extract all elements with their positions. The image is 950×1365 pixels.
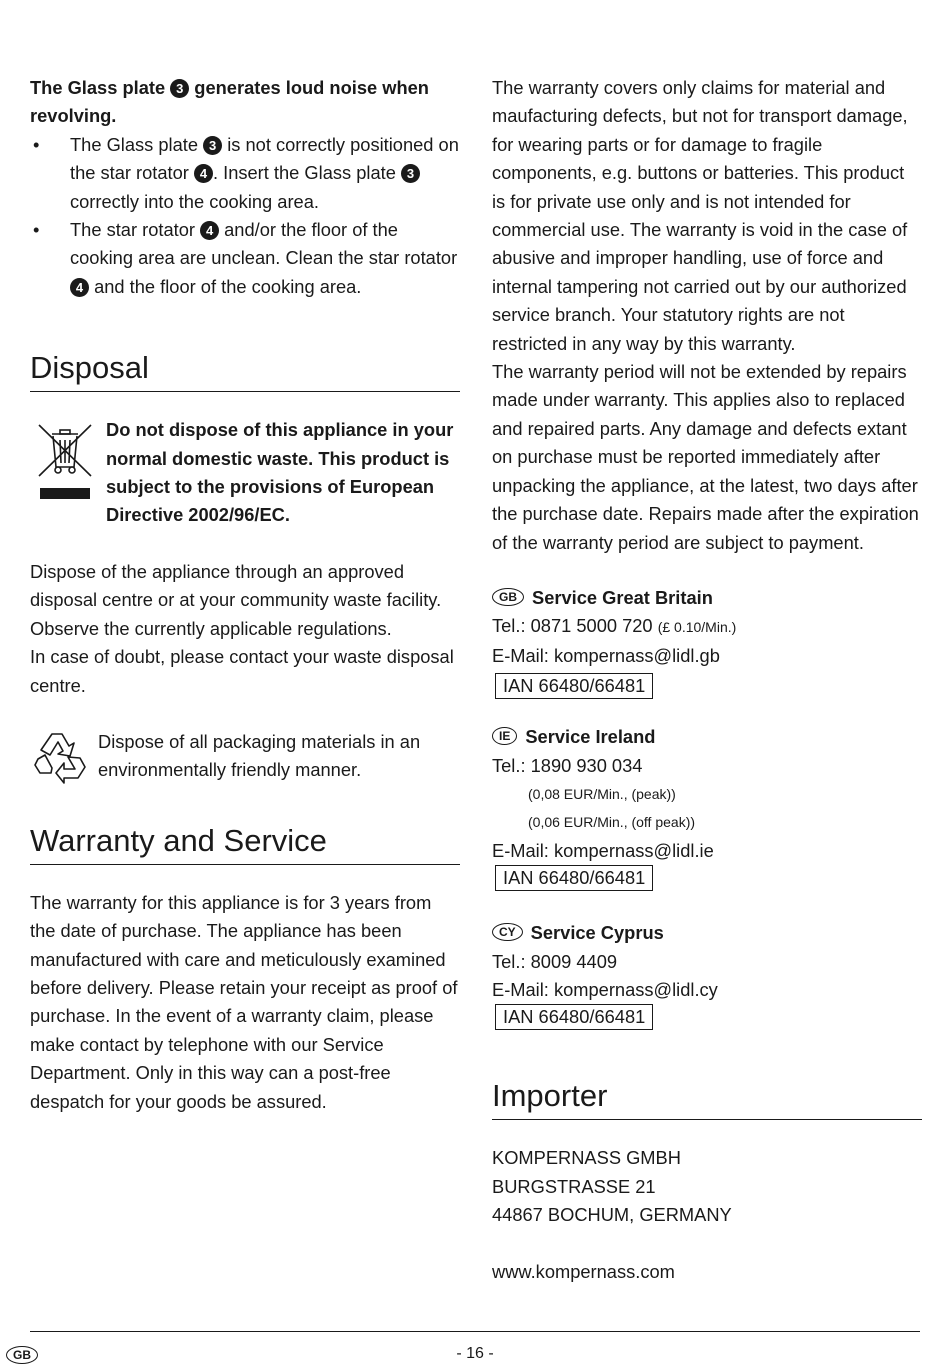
disposal-text: [30, 558, 460, 700]
disposal-heading: Disposal: [30, 348, 460, 392]
country-badge: IE: [492, 727, 517, 745]
crossed-bin-icon: [36, 422, 94, 504]
service-email: E-Mail: kompernass@lidl.ie: [492, 839, 714, 861]
warranty-paragraph: The warranty for this appliance is for 3 years from the date of purchase. The appliance has been manufactured with care and meticulously examined before delivery. Please retain your receipt as proof of purchase. In the event of a warranty claim, please make contact by telephone with our Service Department. Only in this way can a post-free despatch for your goods be assured.: [30, 891, 458, 1112]
ian-box: IAN 66480/66481: [495, 865, 653, 891]
call-rate: (0,08 EUR/Min., (peak)): [528, 785, 676, 802]
page-number: - 16 -: [456, 1345, 494, 1362]
weee-warning-text: Do not dispose of this appliance in your normal domestic waste. This product is subject to the provisions of European Directive 2002/96/EC.: [106, 419, 454, 526]
country-badge: GB: [492, 588, 524, 606]
warranty-paragraph: The warranty covers only claims for material and maufacturing defects, but not for transport damage, for wearing parts or for damage to fragile components, e.g. buttons or batteries. This product is for private use only and is not intended for commercial use. The warranty is void in the case of abusive and improper handling, use of force and internal tampering not carried out by our authorized service branch. Your statutory rights are not restricted in any way by this warranty.: [492, 77, 908, 354]
troubleshoot-list: [30, 131, 460, 301]
address-line: KOMPERNASS GMBH: [492, 1147, 681, 1169]
disposal-paragraph: Dispose of the appliance through an approved disposal centre or at your community waste facility.: [30, 560, 442, 611]
disposal-paragraph: Observe the currently applicable regulations.: [30, 617, 392, 639]
part-number-badge: 3: [203, 136, 222, 155]
footer-divider: [30, 1331, 920, 1332]
service-block-cy: [492, 919, 922, 1030]
weee-warning: [30, 416, 460, 530]
website-link[interactable]: www.kompernass.com: [492, 1260, 675, 1282]
call-rate: (0,06 EUR/Min., (off peak)): [528, 814, 696, 831]
country-badge: CY: [492, 923, 523, 941]
importer-heading: Importer: [492, 1076, 922, 1120]
service-email: E-Mail: kompernass@lidl.cy: [492, 978, 718, 1000]
part-number-badge: 4: [194, 164, 213, 183]
service-block-gb: [492, 584, 922, 699]
service-tel: Tel.: 0871 5000 720 (£ 0.10/Min.): [492, 615, 737, 637]
service-email: E-Mail: kompernass@lidl.gb: [492, 644, 720, 666]
list-item: • The star rotator 4 and/or the floor of the cooking area are unclean. Clean the star rotator 4 and the floor of the cooking area.: [30, 216, 460, 301]
service-title: IE Service Ireland: [492, 723, 922, 751]
address-line: 44867 BOCHUM, GERMANY: [492, 1204, 732, 1226]
warranty-paragraph: The warranty period will not be extended by repairs made under warranty. This applies also to replaced and repaired parts. Any damage and defects extant on purchase must be reported immediately after unpacking the appliance, at the latest, two days after the purchase date. Repairs made after the expiration of the warranty period are subject to payment.: [492, 361, 919, 553]
recycle-icon: [32, 728, 88, 784]
service-tel: Tel.: 1890 930 034: [492, 754, 643, 776]
part-number-badge: 3: [401, 164, 420, 183]
service-title: CY Service Cyprus: [492, 919, 922, 947]
troubleshoot-heading: The Glass plate 3 generates loud noise when revolving.: [30, 77, 429, 127]
footer-language-badge: GB: [6, 1346, 38, 1364]
part-number-badge: 3: [170, 79, 189, 98]
call-rate: (£ 0.10/Min.): [657, 619, 737, 636]
ian-box: IAN 66480/66481: [495, 1004, 653, 1030]
part-number-badge: 4: [200, 221, 219, 240]
service-title: GB Service Great Britain: [492, 584, 922, 612]
ian-box: IAN 66480/66481: [495, 673, 653, 699]
service-tel: Tel.: 8009 4409: [492, 950, 618, 972]
warranty-heading: Warranty and Service: [30, 821, 460, 865]
service-block-ie: [492, 723, 922, 891]
list-item: • The Glass plate 3 is not correctly positioned on the star rotator 4 . Insert the Glass plate 3 correctly into the cooking area.: [30, 131, 460, 216]
packaging-note: [30, 728, 460, 785]
importer-address: [492, 1144, 922, 1286]
left-column: [30, 74, 460, 1116]
packaging-text: Dispose of all packaging materials in an environmentally friendly manner.: [98, 730, 421, 781]
right-column: [492, 74, 922, 1286]
address-line: BURGSTRASSE 21: [492, 1175, 656, 1197]
part-number-badge: 4: [70, 278, 89, 297]
disposal-paragraph: In case of doubt, please contact your waste disposal centre.: [30, 646, 454, 696]
